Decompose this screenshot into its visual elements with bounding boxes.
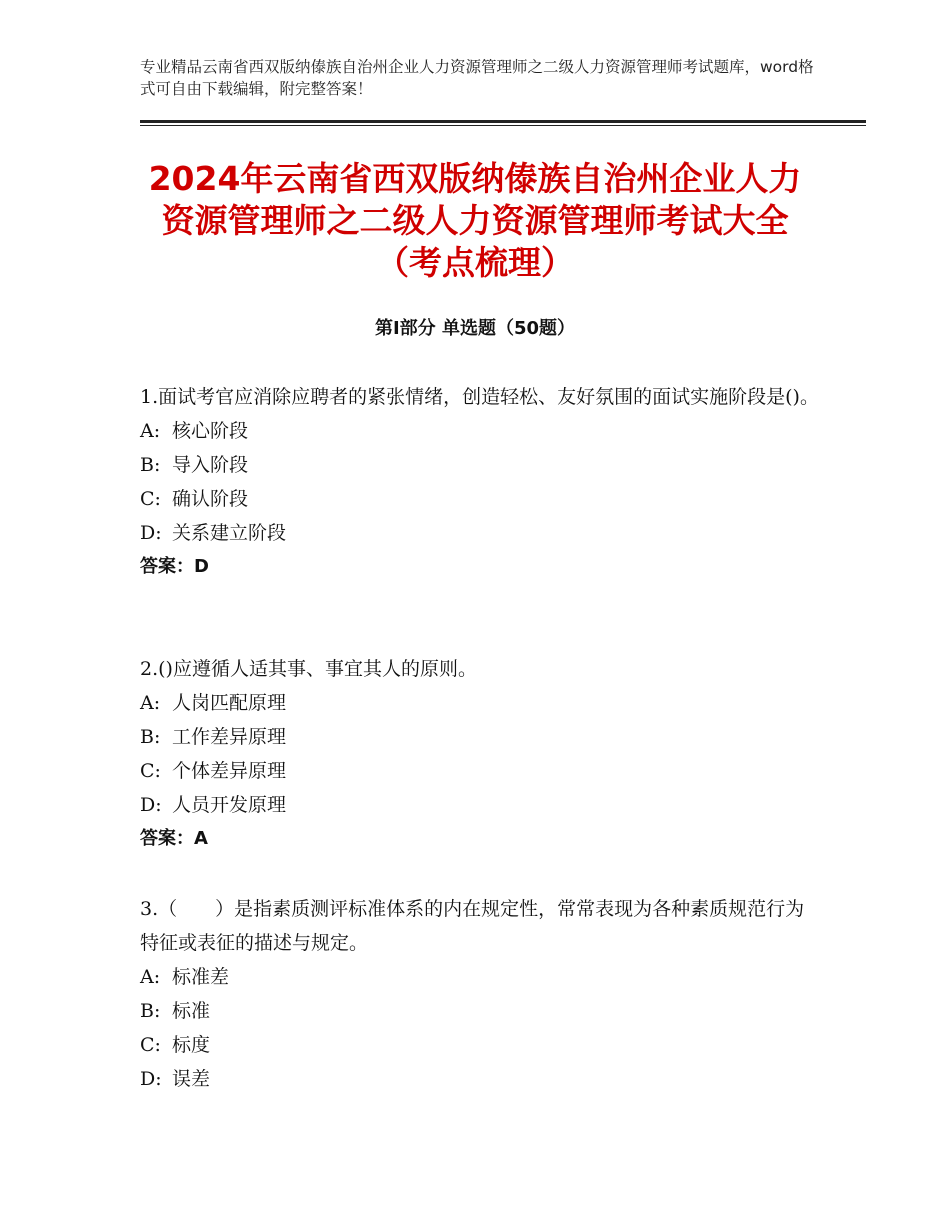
option-label: D:	[140, 794, 162, 816]
answer: 答案：A	[140, 828, 208, 849]
option-a	[140, 686, 820, 720]
option-text: 标度	[172, 1034, 211, 1056]
question-stem: 3.（ ）是指素质测评标准体系的内在规定性，常常表现为各种素质规范行为特征或表征的描述与规定。	[140, 898, 805, 954]
title-line-2: 资源管理师之二级人力资源管理师考试大全	[161, 201, 789, 240]
option-c	[140, 754, 820, 788]
section-heading: 第Ⅰ部分 单选题（50题）	[374, 318, 575, 339]
option-d	[140, 1062, 820, 1096]
title-line-1: 2024年云南省西双版纳傣族自治州企业人力	[148, 159, 802, 198]
option-label: A:	[140, 420, 161, 442]
header-rule-thick	[140, 120, 866, 123]
option-label: B:	[140, 726, 161, 748]
title-line-3: （考点梳理）	[376, 243, 574, 282]
option-label: A:	[140, 966, 161, 988]
option-c	[140, 482, 820, 516]
option-label: B:	[140, 454, 161, 476]
option-text: 核心阶段	[172, 420, 249, 442]
option-text: 个体差异原理	[172, 760, 287, 782]
option-text: 误差	[172, 1068, 211, 1090]
option-text: 人员开发原理	[172, 794, 287, 816]
option-a	[140, 414, 820, 448]
option-text: 标准	[172, 1000, 211, 1022]
option-label: B:	[140, 1000, 161, 1022]
option-a	[140, 960, 820, 994]
option-d	[140, 516, 820, 550]
option-text: 工作差异原理	[172, 726, 287, 748]
option-b	[140, 994, 820, 1028]
option-text: 人岗匹配原理	[172, 692, 287, 714]
option-b	[140, 448, 820, 482]
option-label: D:	[140, 1068, 162, 1090]
option-label: C:	[140, 760, 161, 782]
option-label: C:	[140, 1034, 161, 1056]
option-text: 导入阶段	[172, 454, 249, 476]
option-b	[140, 720, 820, 754]
option-d	[140, 788, 820, 822]
option-c	[140, 1028, 820, 1062]
question-2	[140, 652, 820, 856]
option-label: C:	[140, 488, 161, 510]
question-1	[140, 380, 820, 584]
question-3	[140, 892, 820, 1096]
question-stem: 2.()应遵循人适其事、事宜其人的原则。	[140, 658, 477, 680]
option-label: D:	[140, 522, 162, 544]
option-text: 确认阶段	[172, 488, 249, 510]
option-text: 关系建立阶段	[172, 522, 287, 544]
answer: 答案：D	[140, 556, 209, 577]
question-stem: 1.面试考官应消除应聘者的紧张情绪，创造轻松、友好氛围的面试实施阶段是()。	[140, 386, 819, 408]
option-text: 标准差	[172, 966, 230, 988]
option-label: A:	[140, 692, 161, 714]
header-note: 专业精品云南省西双版纳傣族自治州企业人力资源管理师之二级人力资源管理师考试题库，word格式可自由下载编辑，附完整答案！	[140, 58, 814, 98]
header-rule-thin	[140, 125, 866, 126]
document-title	[100, 158, 850, 284]
